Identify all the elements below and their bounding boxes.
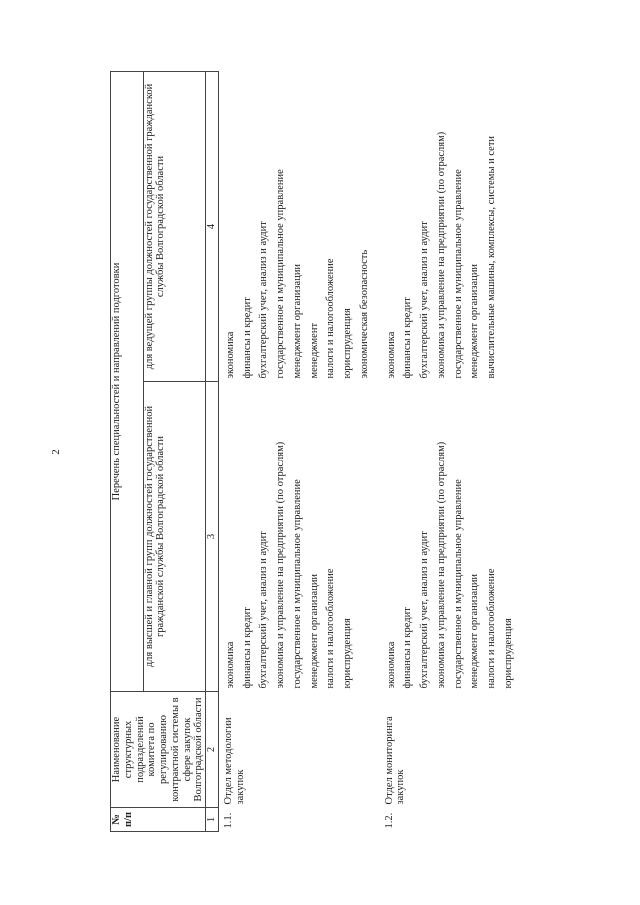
- page-number: 2: [50, 449, 62, 455]
- list-item: налоги и налогообложение: [325, 258, 337, 379]
- header-num-2: 2: [206, 692, 219, 808]
- header-number: № п/п: [111, 808, 206, 832]
- rotated-page-content: [50, 72, 530, 832]
- list-item: финансы и кредит: [241, 297, 253, 379]
- list-item: экономика: [224, 331, 236, 379]
- list-item: экономическая безопасность: [358, 249, 370, 379]
- list-item: менеджмент организации: [291, 263, 303, 379]
- header-specialties-group: Перечень специальностей и направлений подготовки: [111, 71, 144, 691]
- header-num-4: 4: [206, 71, 219, 381]
- list-item: государственное и муниципальное управление: [275, 169, 286, 379]
- header-unit-name: Наименование структурных подразделений комитета по регулированию контрактной системы в сфере закупок Волгоградской области: [111, 692, 206, 808]
- list-item: менеджмент организации: [469, 263, 481, 379]
- row-leading-specialties: [223, 71, 374, 381]
- list-item: налоги и налогообложение: [325, 568, 337, 689]
- list-item: менеджмент организации: [308, 573, 320, 689]
- row-number: 1.1.: [222, 812, 234, 829]
- list-item: бухгалтерский учет, анализ и аудит: [258, 531, 270, 689]
- header-num-1: 1: [206, 808, 219, 832]
- list-item: финансы и кредит: [402, 297, 414, 379]
- list-item: экономика и управление на предприятии (по отраслям): [435, 131, 447, 379]
- table-row: [384, 71, 518, 831]
- table-row: [223, 71, 374, 831]
- list-item: государственное и муниципальное управление: [452, 479, 464, 689]
- list-item: финансы и кредит: [402, 607, 414, 689]
- specialties-table: [110, 71, 518, 832]
- list-item: менеджмент организации: [469, 573, 481, 689]
- row-senior-specialties: [384, 382, 518, 692]
- row-number: 1.2.: [383, 812, 395, 829]
- list-item: экономика: [385, 641, 397, 689]
- list-item: юриспруденция: [342, 308, 353, 379]
- header-senior-group: для высшей и главной групп должностей государственной гражданской службы Волгоградской области: [143, 382, 205, 692]
- list-item: бухгалтерский учет, анализ и аудит: [419, 221, 430, 379]
- header-numbers-row: [206, 71, 219, 831]
- list-item: бухгалтерский учет, анализ и аудит: [258, 221, 270, 379]
- list-item: экономика: [385, 331, 397, 379]
- header-num-3: 3: [206, 382, 219, 692]
- row-leading-specialties: [384, 71, 518, 381]
- row-senior-specialties: [223, 382, 374, 692]
- list-item: государственное и муниципальное управление: [291, 479, 303, 689]
- list-item: экономика: [224, 641, 236, 689]
- list-item: юриспруденция: [502, 618, 514, 689]
- list-item: государственное и муниципальное управление: [452, 169, 464, 379]
- row-unit-name: Отдел методологии закупок: [222, 717, 246, 805]
- list-item: менеджмент: [308, 322, 320, 379]
- header-leading-group: для ведущей группы должностей государственной гражданской службы Волгоградской области: [143, 71, 205, 381]
- list-item: налоги и налогообложение: [486, 568, 497, 689]
- list-item: вычислительные машины, комплексы, системы и сети: [486, 135, 497, 379]
- list-item: экономика и управление на предприятии (по отраслям): [275, 441, 286, 689]
- header-row: [111, 71, 144, 831]
- list-item: бухгалтерский учет, анализ и аудит: [419, 531, 430, 689]
- row-unit-name: Отдел мониторинга закупок: [383, 716, 407, 805]
- list-item: финансы и кредит: [241, 607, 253, 689]
- list-item: экономика и управление на предприятии (по отраслям): [435, 441, 447, 689]
- list-item: юриспруденция: [342, 618, 353, 689]
